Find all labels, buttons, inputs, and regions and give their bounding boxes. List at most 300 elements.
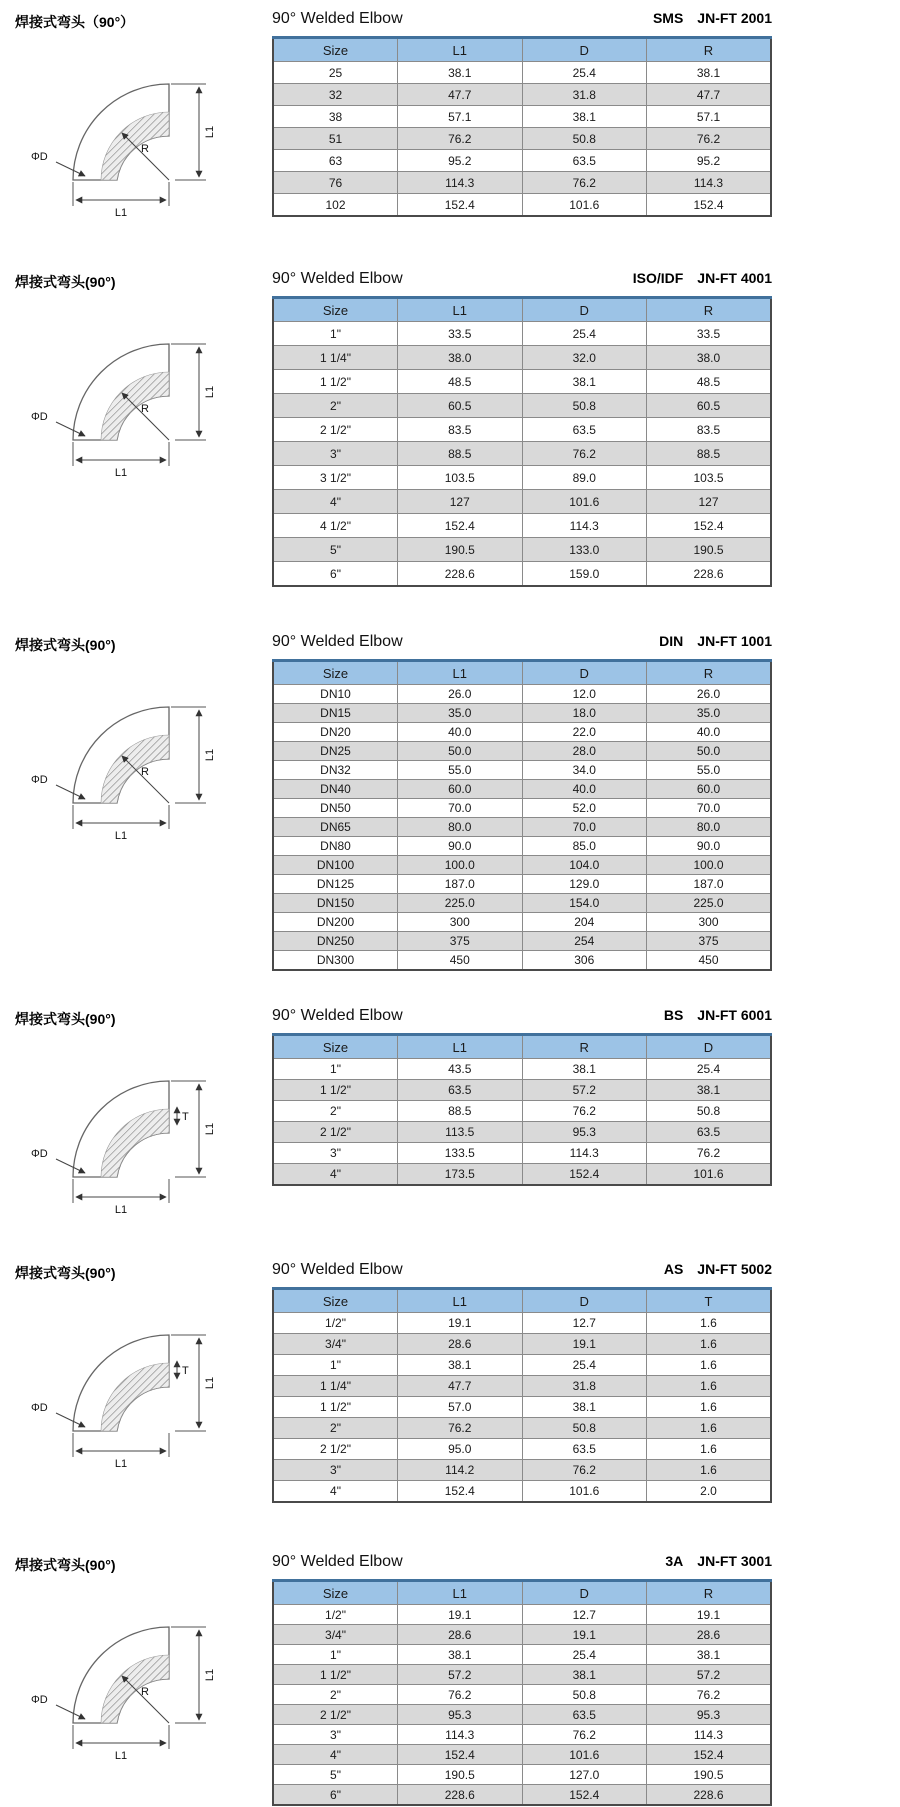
table-cell: 190.5 xyxy=(398,1765,523,1785)
table-cell: DN150 xyxy=(273,894,398,913)
dim-label-phi-d: ΦD xyxy=(31,1402,48,1414)
table-cell: 57.2 xyxy=(647,1665,772,1685)
section-din xyxy=(0,633,900,971)
table-cell: 2" xyxy=(273,1685,398,1705)
standard-name: SMS xyxy=(652,10,684,26)
section-bs xyxy=(0,1007,900,1217)
column-header: R xyxy=(647,661,772,685)
table-cell: 25.4 xyxy=(522,1645,647,1665)
dim-label-l1-vertical: L1 xyxy=(204,1376,216,1390)
table-row xyxy=(273,1745,771,1765)
elbow-diagram xyxy=(29,671,239,843)
table-cell: 1.6 xyxy=(647,1439,772,1460)
table-cell: 1 1/4" xyxy=(273,346,398,370)
table-cell: 34.0 xyxy=(522,761,647,780)
table-cell: 50.0 xyxy=(647,742,772,761)
table-cell: 63.5 xyxy=(398,1080,523,1101)
standard-code xyxy=(665,1553,772,1569)
elbow-diagram xyxy=(29,1045,239,1217)
table-cell: 187.0 xyxy=(398,875,523,894)
table-row xyxy=(273,1059,771,1080)
table-cell: 12.7 xyxy=(522,1313,647,1334)
table-cell: 306 xyxy=(522,951,647,971)
elbow-diagram xyxy=(29,1299,239,1471)
table-cell: 228.6 xyxy=(398,562,523,587)
table-cell: 50.8 xyxy=(522,394,647,418)
section-label-cn: 焊接式弯头(90°) xyxy=(15,1557,116,1573)
section-label-cn: 焊接式弯头(90°) xyxy=(15,637,116,653)
table-cell: 63 xyxy=(273,150,398,172)
dim-label-l1-vertical: L1 xyxy=(204,1122,216,1136)
table-cell: 55.0 xyxy=(398,761,523,780)
table-cell: 50.8 xyxy=(522,1418,647,1439)
table-row xyxy=(273,1143,771,1164)
column-header: L1 xyxy=(398,298,523,322)
model-code: JN-FT 4001 xyxy=(697,270,772,286)
table-cell: 2 1/2" xyxy=(273,418,398,442)
table-cell: 114.3 xyxy=(398,172,523,194)
table-cell: 127 xyxy=(398,490,523,514)
standard-name: DIN xyxy=(659,633,684,649)
table-cell: 4" xyxy=(273,1164,398,1186)
column-header: L1 xyxy=(398,1035,523,1059)
table-cell: 60.0 xyxy=(398,780,523,799)
table-cell: 1 1/2" xyxy=(273,370,398,394)
table-cell: 225.0 xyxy=(647,894,772,913)
table-row xyxy=(273,723,771,742)
table-cell: 38.1 xyxy=(398,1355,523,1376)
table-row xyxy=(273,1334,771,1355)
table-cell: 190.5 xyxy=(398,538,523,562)
dim-label-phi-d: ΦD xyxy=(31,411,48,423)
table-cell: 50.8 xyxy=(522,128,647,150)
table-row xyxy=(273,1376,771,1397)
table-cell: 76.2 xyxy=(647,1143,772,1164)
table-cell: 57.1 xyxy=(398,106,523,128)
column-header: D xyxy=(522,1581,647,1605)
table-cell: 25 xyxy=(273,62,398,84)
column-header: Size xyxy=(273,661,398,685)
table-row xyxy=(273,837,771,856)
table-cell: 101.6 xyxy=(522,1481,647,1503)
table-cell: 133.0 xyxy=(522,538,647,562)
table-cell: DN200 xyxy=(273,913,398,932)
table-cell: 101.6 xyxy=(647,1164,772,1186)
table-row xyxy=(273,1313,771,1334)
table-cell: 90.0 xyxy=(398,837,523,856)
table-row xyxy=(273,394,771,418)
thickness-dimension xyxy=(177,1107,189,1125)
table-cell: 300 xyxy=(647,913,772,932)
table-cell: 2" xyxy=(273,394,398,418)
table-row xyxy=(273,150,771,172)
table-cell: 228.6 xyxy=(647,1785,772,1806)
table-cell: 152.4 xyxy=(647,1745,772,1765)
table-cell: 101.6 xyxy=(522,194,647,217)
table-row xyxy=(273,685,771,704)
elbow-diagram xyxy=(29,308,239,480)
dim-label-l1-horizontal: L1 xyxy=(114,467,128,479)
table-cell: 1.6 xyxy=(647,1460,772,1481)
dim-label-l1-horizontal: L1 xyxy=(114,1750,128,1762)
table-header-row xyxy=(273,298,771,322)
table-cell: 114.3 xyxy=(398,1725,523,1745)
table-header-row xyxy=(273,1035,771,1059)
model-code: JN-FT 1001 xyxy=(697,633,772,649)
table-cell: 103.5 xyxy=(398,466,523,490)
table-cell: 152.4 xyxy=(522,1164,647,1186)
table-row xyxy=(273,951,771,971)
table-cell: 25.4 xyxy=(522,62,647,84)
table-row xyxy=(273,466,771,490)
table-cell: 38.1 xyxy=(647,1080,772,1101)
table-cell: 57.1 xyxy=(647,106,772,128)
table-cell: 40.0 xyxy=(522,780,647,799)
table-row xyxy=(273,1625,771,1645)
table-row xyxy=(273,1101,771,1122)
table-cell: 76.2 xyxy=(398,1685,523,1705)
table-cell: 95.2 xyxy=(647,150,772,172)
table-cell: 4" xyxy=(273,1481,398,1503)
table-row xyxy=(273,84,771,106)
table-row xyxy=(273,128,771,150)
table-row xyxy=(273,172,771,194)
table-cell: 25.4 xyxy=(647,1059,772,1080)
table-row xyxy=(273,761,771,780)
table-cell: 450 xyxy=(398,951,523,971)
table-cell: 4" xyxy=(273,490,398,514)
table-cell: 38.1 xyxy=(398,62,523,84)
table-cell: 204 xyxy=(522,913,647,932)
table-cell: 3" xyxy=(273,1725,398,1745)
table-cell: 104.0 xyxy=(522,856,647,875)
section-title: 90° Welded Elbow xyxy=(272,1007,403,1024)
table-cell: DN15 xyxy=(273,704,398,723)
table-cell: 114.3 xyxy=(647,1725,772,1745)
table-cell: 95.3 xyxy=(398,1705,523,1725)
table-cell: 3" xyxy=(273,442,398,466)
dim-label-r: R xyxy=(141,403,149,415)
elbow-diagram xyxy=(29,48,239,220)
table-cell: 63.5 xyxy=(647,1122,772,1143)
table-cell: 47.7 xyxy=(398,1376,523,1397)
table-cell: 2 1/2" xyxy=(273,1705,398,1725)
table-row xyxy=(273,538,771,562)
column-header: R xyxy=(647,38,772,62)
table-cell: DN250 xyxy=(273,932,398,951)
table-cell: 1 1/4" xyxy=(273,1376,398,1397)
table-cell: 83.5 xyxy=(647,418,772,442)
table-row xyxy=(273,856,771,875)
table-cell: 12.0 xyxy=(522,685,647,704)
table-cell: 63.5 xyxy=(522,418,647,442)
table-cell: 35.0 xyxy=(647,704,772,723)
table-cell: 48.5 xyxy=(398,370,523,394)
table-header-row xyxy=(273,1289,771,1313)
table-cell: 38.1 xyxy=(522,1059,647,1080)
table-cell: 35.0 xyxy=(398,704,523,723)
table-cell: 1" xyxy=(273,1645,398,1665)
section-title: 90° Welded Elbow xyxy=(272,270,403,287)
section-label-cn: 焊接式弯头(90°) xyxy=(15,1265,116,1281)
table-cell: 6" xyxy=(273,1785,398,1806)
table-cell: 76.2 xyxy=(647,128,772,150)
table-header-row xyxy=(273,1581,771,1605)
section-title: 90° Welded Elbow xyxy=(272,633,403,650)
table-cell: 1 1/2" xyxy=(273,1397,398,1418)
table-cell: 1.6 xyxy=(647,1313,772,1334)
table-row xyxy=(273,370,771,394)
table-cell: 76 xyxy=(273,172,398,194)
table-cell: 2 1/2" xyxy=(273,1439,398,1460)
table-cell: 70.0 xyxy=(522,818,647,837)
table-cell: 95.0 xyxy=(398,1439,523,1460)
table-cell: 3/4" xyxy=(273,1625,398,1645)
standard-code xyxy=(664,1261,772,1277)
spec-table-as xyxy=(272,1287,772,1503)
table-cell: 133.5 xyxy=(398,1143,523,1164)
table-cell: 152.4 xyxy=(398,194,523,217)
table-header-row xyxy=(273,661,771,685)
table-cell: 76.2 xyxy=(522,1101,647,1122)
section-title: 90° Welded Elbow xyxy=(272,1553,403,1570)
table-cell: 375 xyxy=(398,932,523,951)
table-cell: 100.0 xyxy=(398,856,523,875)
dim-label-l1-vertical: L1 xyxy=(204,385,216,399)
table-cell: 25.4 xyxy=(522,322,647,346)
table-cell: 31.8 xyxy=(522,1376,647,1397)
dim-label-phi-d: ΦD xyxy=(31,151,48,163)
table-cell: 18.0 xyxy=(522,704,647,723)
table-cell: 190.5 xyxy=(647,538,772,562)
column-header: Size xyxy=(273,38,398,62)
table-row xyxy=(273,1665,771,1685)
column-header: D xyxy=(522,1289,647,1313)
table-cell: 4" xyxy=(273,1745,398,1765)
table-row xyxy=(273,1122,771,1143)
table-cell: 32 xyxy=(273,84,398,106)
table-cell: 1" xyxy=(273,1355,398,1376)
table-cell: 19.1 xyxy=(522,1625,647,1645)
table-cell: 3" xyxy=(273,1460,398,1481)
table-cell: 1.6 xyxy=(647,1418,772,1439)
table-cell: 88.5 xyxy=(647,442,772,466)
table-row xyxy=(273,562,771,587)
table-row xyxy=(273,1785,771,1806)
column-header: Size xyxy=(273,1035,398,1059)
table-cell: 60.0 xyxy=(647,780,772,799)
table-cell: 4 1/2" xyxy=(273,514,398,538)
table-cell: 76.2 xyxy=(398,128,523,150)
table-cell: 70.0 xyxy=(647,799,772,818)
column-header: D xyxy=(647,1035,772,1059)
table-cell: 12.7 xyxy=(522,1605,647,1625)
section-as xyxy=(0,1261,900,1503)
standard-name: ISO/IDF xyxy=(632,270,684,286)
table-cell: DN125 xyxy=(273,875,398,894)
table-cell: 25.4 xyxy=(522,1355,647,1376)
table-cell: 47.7 xyxy=(398,84,523,106)
table-cell: DN25 xyxy=(273,742,398,761)
table-cell: 113.5 xyxy=(398,1122,523,1143)
table-cell: 95.3 xyxy=(647,1705,772,1725)
table-cell: 152.4 xyxy=(647,514,772,538)
table-cell: 1 1/2" xyxy=(273,1665,398,1685)
table-header-row xyxy=(273,38,771,62)
standard-code xyxy=(659,633,772,649)
spec-table-din xyxy=(272,659,772,971)
table-cell: 57.2 xyxy=(398,1665,523,1685)
table-cell: 51 xyxy=(273,128,398,150)
table-cell: 76.2 xyxy=(647,1685,772,1705)
table-cell: 2.0 xyxy=(647,1481,772,1503)
standard-name: BS xyxy=(663,1007,684,1023)
table-row xyxy=(273,1418,771,1439)
table-row xyxy=(273,894,771,913)
thickness-dimension xyxy=(177,1361,189,1379)
table-row xyxy=(273,932,771,951)
dim-label-r: R xyxy=(141,1686,149,1698)
table-cell: DN100 xyxy=(273,856,398,875)
table-cell: 40.0 xyxy=(398,723,523,742)
section-title: 90° Welded Elbow xyxy=(272,10,403,27)
table-cell: 50.8 xyxy=(647,1101,772,1122)
table-cell: 63.5 xyxy=(522,1705,647,1725)
table-cell: 70.0 xyxy=(398,799,523,818)
column-header: Size xyxy=(273,298,398,322)
dim-label-r: R xyxy=(141,143,149,155)
dim-label-l1-horizontal: L1 xyxy=(114,1458,128,1470)
table-cell: 57.2 xyxy=(522,1080,647,1101)
table-cell: DN65 xyxy=(273,818,398,837)
table-row xyxy=(273,1645,771,1665)
column-header: R xyxy=(522,1035,647,1059)
table-cell: 22.0 xyxy=(522,723,647,742)
table-row xyxy=(273,1355,771,1376)
table-row xyxy=(273,322,771,346)
elbow-diagram xyxy=(29,1591,239,1763)
table-cell: 38.1 xyxy=(522,106,647,128)
table-cell: 127.0 xyxy=(522,1765,647,1785)
table-cell: 100.0 xyxy=(647,856,772,875)
column-header: Size xyxy=(273,1289,398,1313)
table-cell: 2" xyxy=(273,1418,398,1439)
dim-label-l1-horizontal: L1 xyxy=(114,1204,128,1216)
column-header: L1 xyxy=(398,38,523,62)
table-cell: 1/2" xyxy=(273,1605,398,1625)
table-cell: 159.0 xyxy=(522,562,647,587)
table-cell: 28.0 xyxy=(522,742,647,761)
table-cell: DN80 xyxy=(273,837,398,856)
table-row xyxy=(273,704,771,723)
model-code: JN-FT 3001 xyxy=(697,1553,772,1569)
table-row xyxy=(273,1685,771,1705)
table-row xyxy=(273,1164,771,1186)
table-cell: 38.1 xyxy=(522,370,647,394)
standard-code xyxy=(653,10,772,26)
table-cell: 1.6 xyxy=(647,1376,772,1397)
column-header: D xyxy=(522,38,647,62)
table-row xyxy=(273,799,771,818)
table-row xyxy=(273,913,771,932)
table-cell: 1.6 xyxy=(647,1397,772,1418)
table-cell: 85.0 xyxy=(522,837,647,856)
table-cell: DN32 xyxy=(273,761,398,780)
table-cell: 88.5 xyxy=(398,1101,523,1122)
table-cell: 38 xyxy=(273,106,398,128)
model-code: JN-FT 6001 xyxy=(697,1007,772,1023)
dim-label-phi-d: ΦD xyxy=(31,1694,48,1706)
table-cell: 1" xyxy=(273,322,398,346)
table-cell: 43.5 xyxy=(398,1059,523,1080)
column-header: D xyxy=(522,298,647,322)
table-cell: 80.0 xyxy=(398,818,523,837)
table-row xyxy=(273,1460,771,1481)
table-cell: 88.5 xyxy=(398,442,523,466)
table-cell: 52.0 xyxy=(522,799,647,818)
table-row xyxy=(273,194,771,217)
table-cell: 1" xyxy=(273,1059,398,1080)
table-cell: 47.7 xyxy=(647,84,772,106)
table-cell: 101.6 xyxy=(522,490,647,514)
table-cell: 38.1 xyxy=(398,1645,523,1665)
table-cell: 225.0 xyxy=(398,894,523,913)
table-cell: 50.0 xyxy=(398,742,523,761)
table-cell: 228.6 xyxy=(647,562,772,587)
table-cell: 3/4" xyxy=(273,1334,398,1355)
table-cell: 228.6 xyxy=(398,1785,523,1806)
table-row xyxy=(273,742,771,761)
table-cell: 26.0 xyxy=(398,685,523,704)
table-cell: 1/2" xyxy=(273,1313,398,1334)
table-cell: 60.5 xyxy=(647,394,772,418)
table-row xyxy=(273,1705,771,1725)
table-cell: 80.0 xyxy=(647,818,772,837)
table-cell: DN50 xyxy=(273,799,398,818)
table-row xyxy=(273,1605,771,1625)
standard-code xyxy=(633,270,772,286)
table-cell: 154.0 xyxy=(522,894,647,913)
model-code: JN-FT 2001 xyxy=(697,10,772,26)
table-cell: 152.4 xyxy=(647,194,772,217)
table-cell: 28.6 xyxy=(647,1625,772,1645)
table-cell: 114.3 xyxy=(522,1143,647,1164)
table-cell: 5" xyxy=(273,1765,398,1785)
table-cell: 50.8 xyxy=(522,1685,647,1705)
dim-label-l1-vertical: L1 xyxy=(204,1668,216,1682)
table-cell: 2 1/2" xyxy=(273,1122,398,1143)
table-cell: 83.5 xyxy=(398,418,523,442)
table-cell: 32.0 xyxy=(522,346,647,370)
table-row xyxy=(273,514,771,538)
table-cell: 6" xyxy=(273,562,398,587)
table-row xyxy=(273,1725,771,1745)
table-cell: 102 xyxy=(273,194,398,217)
table-cell: 152.4 xyxy=(398,1481,523,1503)
table-cell: 95.3 xyxy=(522,1122,647,1143)
table-cell: 28.6 xyxy=(398,1334,523,1355)
standard-name: AS xyxy=(663,1261,684,1277)
table-cell: 55.0 xyxy=(647,761,772,780)
section-title: 90° Welded Elbow xyxy=(272,1261,403,1278)
table-cell: 187.0 xyxy=(647,875,772,894)
table-cell: 19.1 xyxy=(522,1334,647,1355)
spec-table-bs xyxy=(272,1033,772,1186)
table-row xyxy=(273,418,771,442)
table-cell: DN40 xyxy=(273,780,398,799)
table-row xyxy=(273,442,771,466)
table-cell: 1.6 xyxy=(647,1334,772,1355)
